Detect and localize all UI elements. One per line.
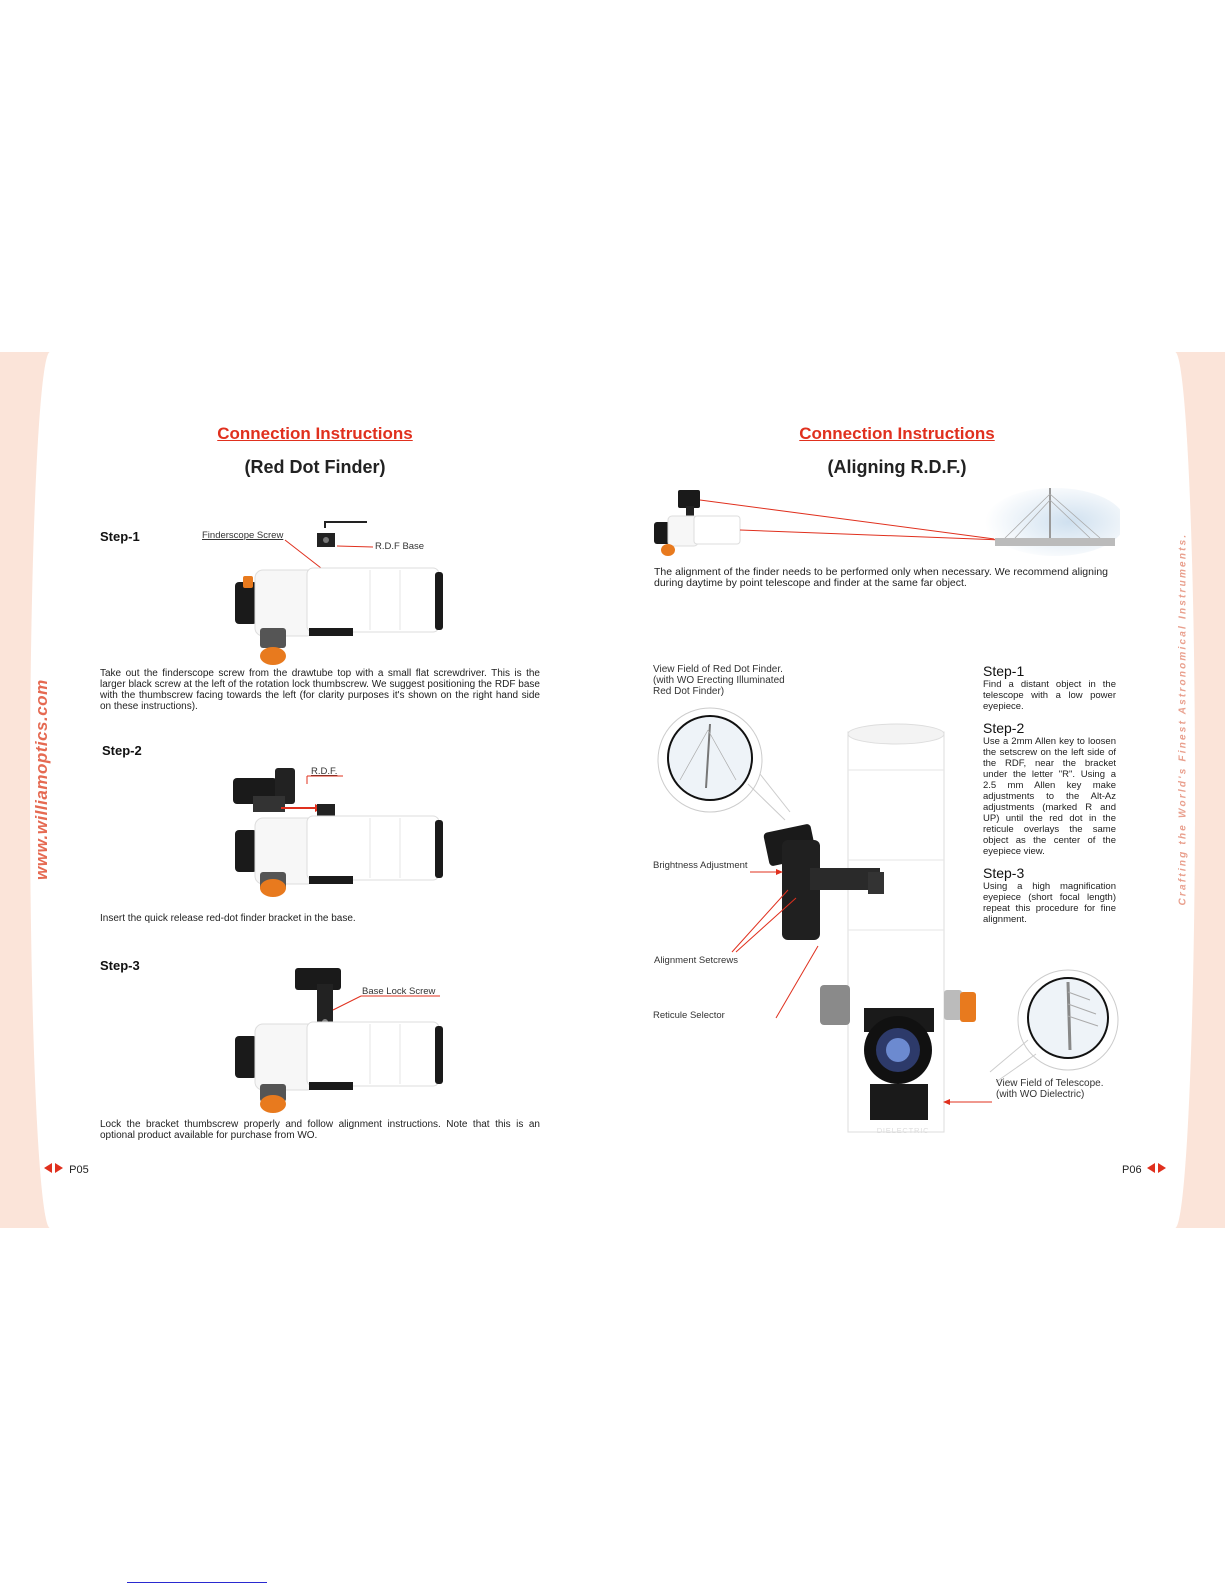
next-page-icon[interactable] [55,1163,63,1173]
right-page-number: P06 [1122,1164,1142,1176]
telescope-step1-illustration [225,518,455,666]
dielectric-mark: DIELECTRIC [876,1126,930,1135]
finderscope-screw-label: Finderscope Screw [202,530,284,541]
view-finder-label: View Field of Red Dot Finder. (with WO Erecting Illuminated Red Dot Finder) [653,664,785,697]
left-subtitle: (Red Dot Finder) [244,457,386,477]
right-title: Connection Instructions [799,424,995,443]
alignment-sightline-illustration [650,488,1120,560]
reticule-selector-label: Reticule Selector [653,1010,725,1021]
align-step3-text: Using a high magnification eyepiece (short focal length) repeat this procedure for fine alignment. [983,881,1116,925]
prev-page-icon[interactable] [44,1163,52,1173]
align-step1-text: Find a distant object in the telescope with a low power eyepiece. [983,679,1116,712]
step3-text: Lock the bracket thumbscrew properly and follow alignment instructions. Note that this is an optional product available for purchase from WO. [100,1119,540,1141]
base-lock-screw-label: Base Lock Screw [362,986,436,997]
telescope-step3-illustration [225,962,455,1122]
alignment-steps [983,663,1116,925]
alignment-intro: The alignment of the finder needs to be performed only when necessary. We recommend aligning during daytime by point telescope and finder at the same far object. [654,566,1108,589]
left-page-number: P05 [69,1164,89,1176]
step1-heading: Step-1 [100,529,140,544]
align-step1-heading: Step-1 [983,663,1025,679]
rdf-base-label: R.D.F Base [375,541,425,552]
align-step2-text: Use a 2mm Allen key to loosen the setscrew on the left side of the RDF, near the bracket under the letter "R". Using a 2.5 mm Allen key make adjustments to the Alt-Az adjustments (marked R and UP) until the red dot in the reticule overlays the same object as the center of the eyepiece view. [983,736,1116,857]
step2-text: Insert the quick release red-dot finder bracket in the base. [100,913,356,924]
view-telescope-label: View Field of Telescope. (with WO Dielectric) [996,1078,1104,1100]
right-page-nav [1122,1163,1166,1176]
prev-page-icon[interactable] [1147,1163,1155,1173]
next-page-icon[interactable] [1158,1163,1166,1173]
alignment-setscrews-label: Alignment Setcrews [654,955,738,966]
left-page-nav [44,1163,89,1176]
brand-tagline: Crafting the World's Finest Astronomical Instruments. [1177,532,1189,906]
brightness-adjustment-label: Brightness Adjustment [653,860,748,871]
website-url[interactable]: www.williamoptics.com [32,679,51,880]
footer-link-underline [127,1582,267,1583]
align-step2-heading: Step-2 [983,720,1025,736]
step2-heading: Step-2 [102,743,142,758]
right-subtitle: (Aligning R.D.F.) [827,457,967,477]
step3-heading: Step-3 [100,958,140,973]
left-title: Connection Instructions [217,424,413,443]
telescope-step2-illustration [225,760,455,898]
align-step3-heading: Step-3 [983,865,1025,881]
step1-text: Take out the finderscope screw from the drawtube top with a small flat screwdriver. This is the larger black screw at the left of the rotation lock thumbscrew. We suggest positioning the RDF base with the thumbscrew facing towards the left (for clarity purposes it's shown on the right hand side on these instructions). [100,668,540,712]
rdf-label: R.D.F. [311,766,338,777]
